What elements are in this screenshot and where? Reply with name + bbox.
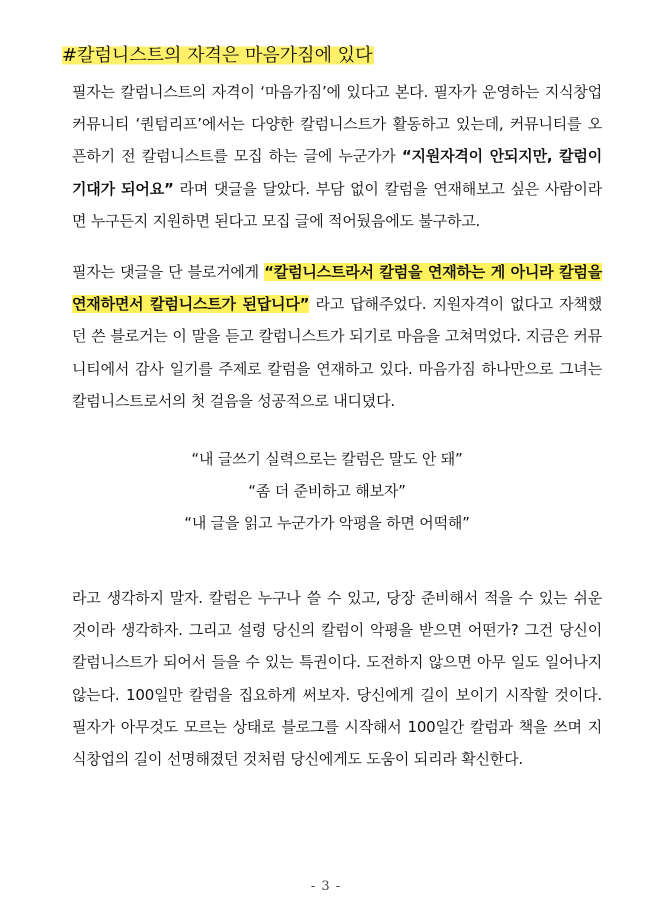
quote-line-1: “내 글쓰기 실력으로는 칼럼은 말도 안 돼”: [191, 450, 463, 468]
paragraph-3: 라고 생각하지 말자. 칼럼은 누구나 쓸 수 있고, 당장 준비해서 적을 수 있는 쉬운 것이라 생각하자. 그리고 설령 당신의 칼럼이 악평을 받으면 어떤가? 그건 당신이 칼럼니스트가 되어서 들을 수 있는 특권이다. 도전하지 않으면 아무 일도 일어나지 않는다. 100일만 칼럼을 집요하게 써보자. 당신에게 길이 보이기 시작할 것이다. 필자가 아무것도 모르는 상태로 블로그를 시작해서 100일간 칼럼과 책을 쓰며 지식창업의 길이 선명해졌던 것처럼 당신에게도 도움이 되리라 확신한다.: [72, 589, 602, 769]
quote-line-2: “좀 더 준비하고 해보자”: [248, 482, 406, 500]
paragraph-2-text-a: 필자는 댓글을 단 블로거에게: [72, 263, 265, 281]
paragraph-1-text-b: 라며 댓글을 달았다. 부담 없이 칼럼을 연재해보고 싶은 사람이라면 누구든지 지원하면 된다고 모집 글에 적어뒀음에도 불구하고.: [72, 179, 602, 230]
heading-text: #칼럼니스트의 자격은 마음가짐에 있다: [62, 45, 373, 66]
section-heading: [62, 44, 592, 68]
paragraph-2-text-b: 라고 답해주었다. 지원자격이 없다고 자책했던 쓴 블로거는 이 말을 듣고 칼럼니스트가 되기로 마음을 고쳐먹었다. 지금은 커뮤니티에서 감사 일기를 주제로 칼럼을 연재하고 있다. 마음가짐 하나만으로 그녀는 칼럼니스트로서의 첫 걸음을 성공적으로 내디뎠다.: [72, 295, 602, 410]
paragraph-2: [62, 256, 602, 417]
paragraph-2-highlight-quote: “칼럼니스트라서 칼럼을 연재하는 게 아니라 칼럼을 연재하면서 칼럼니스트가 된답니다”: [72, 263, 602, 314]
quote-block: [62, 443, 592, 539]
paragraph-1-bold-quote: “지원자격이 안되지만, 칼럼이 기대가 되어요”: [72, 147, 602, 198]
paragraph-1: [62, 76, 602, 237]
page-number: - 3 -: [310, 879, 342, 894]
paragraph-1-text-a: 필자는 칼럼니스트의 자격이 ‘마음가짐’에 있다고 본다. 필자가 운영하는 지식창업 커뮤니티 ‘퀀텀리프’에서는 다양한 칼럼니스트가 활동하고 있는데, 커뮤니티를 오픈하기 전 칼럼니스트를 모집 하는 글에 누군가가: [72, 83, 602, 166]
quote-line-3: “내 글을 읽고 누군가가 악평을 하면 어떡해”: [184, 514, 470, 532]
